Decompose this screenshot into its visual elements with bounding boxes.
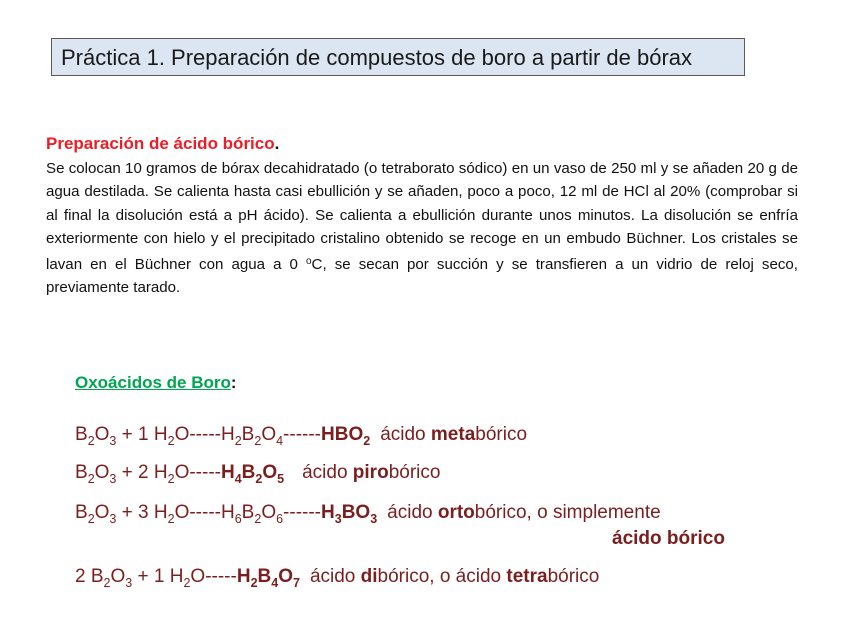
section-heading (46, 134, 279, 154)
eq4-reactants: 2 $B_2O_3 + 1$ $H_2O$ (75, 566, 206, 590)
procedure-text-b: C, se secan por succión y se transfieren a un vidrio de reloj seco, previamente tarado. (46, 256, 798, 297)
oxoacids-heading-colon: : (230, 373, 237, 392)
eq3-reactants: $B_2O_3 + 3$ $H_2O$ (75, 502, 190, 526)
eq3-continuation: ácido bórico (612, 528, 725, 549)
oxoacids-heading-text: Oxoácidos de Boro (75, 373, 231, 392)
eq1-reactants: $B_2O_3 + 1$ $H_2O$ (75, 424, 190, 448)
equation-piroboric: $B_2O_3 + 2$ $H_2O-----H_4B_2O_5$ ácido pirobórico (75, 462, 441, 486)
eq1-product: $HBO_2$ (321, 424, 371, 448)
section-heading-text: Preparación de ácido bórico (46, 134, 275, 153)
eq3-intermediate: $H_6B_2O_6$ (220, 502, 284, 526)
equation-metaboric: $B_2O_3 + 1$ $H_2O-----H_2B_2O_4------HBO_2$ ácido metabórico (75, 424, 528, 448)
eq2-reactants: $B_2O_3 + 2$ $H_2O$ (75, 462, 190, 486)
procedure-text-a: Se colocan 10 gramos de bórax decahidratado (o tetraborato sódico) en un vaso de 250 ml y se añaden 20 g de agua destilada. Se calienta hasta casi ebullición y se añaden, poco a poco, 12 ml de HCl al 20% (comprobar si al final la disolución está a pH ácido). Se calienta a ebullición durante unos minutos. La disolución se enfría exteriormente con hielo y el precipitado cristalino obtenido se recoge en un embudo Büchner. Los cristales se lavan en el Büchner con agua a 0 (46, 160, 798, 274)
procedure-paragraph (46, 157, 798, 300)
eq4-name: ácido dibórico, o ácido tetrabórico (309, 566, 600, 587)
eq4-product: $H_2B_4O_7$ (236, 566, 300, 590)
equation-tetraboric: 2 $B_2O_3 + 1$ $H_2O-----H_2B_4O_7$ ácido dibórico, o ácido tetrabórico (75, 566, 600, 590)
eq3-product: $H_3BO_3$ (321, 502, 378, 526)
eq1-name: ácido metabórico (380, 424, 528, 445)
eq2-product: $H_4B_2O_5$ (220, 462, 285, 486)
degree-sign: o (305, 256, 312, 268)
eq1-intermediate: $H_2B_2O_4$ (220, 424, 284, 448)
eq2-name: ácido pirobórico (302, 462, 441, 483)
eq3-name: ácido ortobórico, o simplemente (387, 502, 661, 523)
equation-ortoboric: $B_2O_3 + 3$ $H_2O-----H_6B_2O_6------H_3BO_3$ ácido ortobórico, o simplemente (75, 502, 661, 526)
section-heading-period: . (274, 134, 280, 153)
slide-title: Práctica 1. Preparación de compuestos de boro a partir de bórax (51, 38, 745, 76)
oxoacids-heading (75, 373, 237, 393)
